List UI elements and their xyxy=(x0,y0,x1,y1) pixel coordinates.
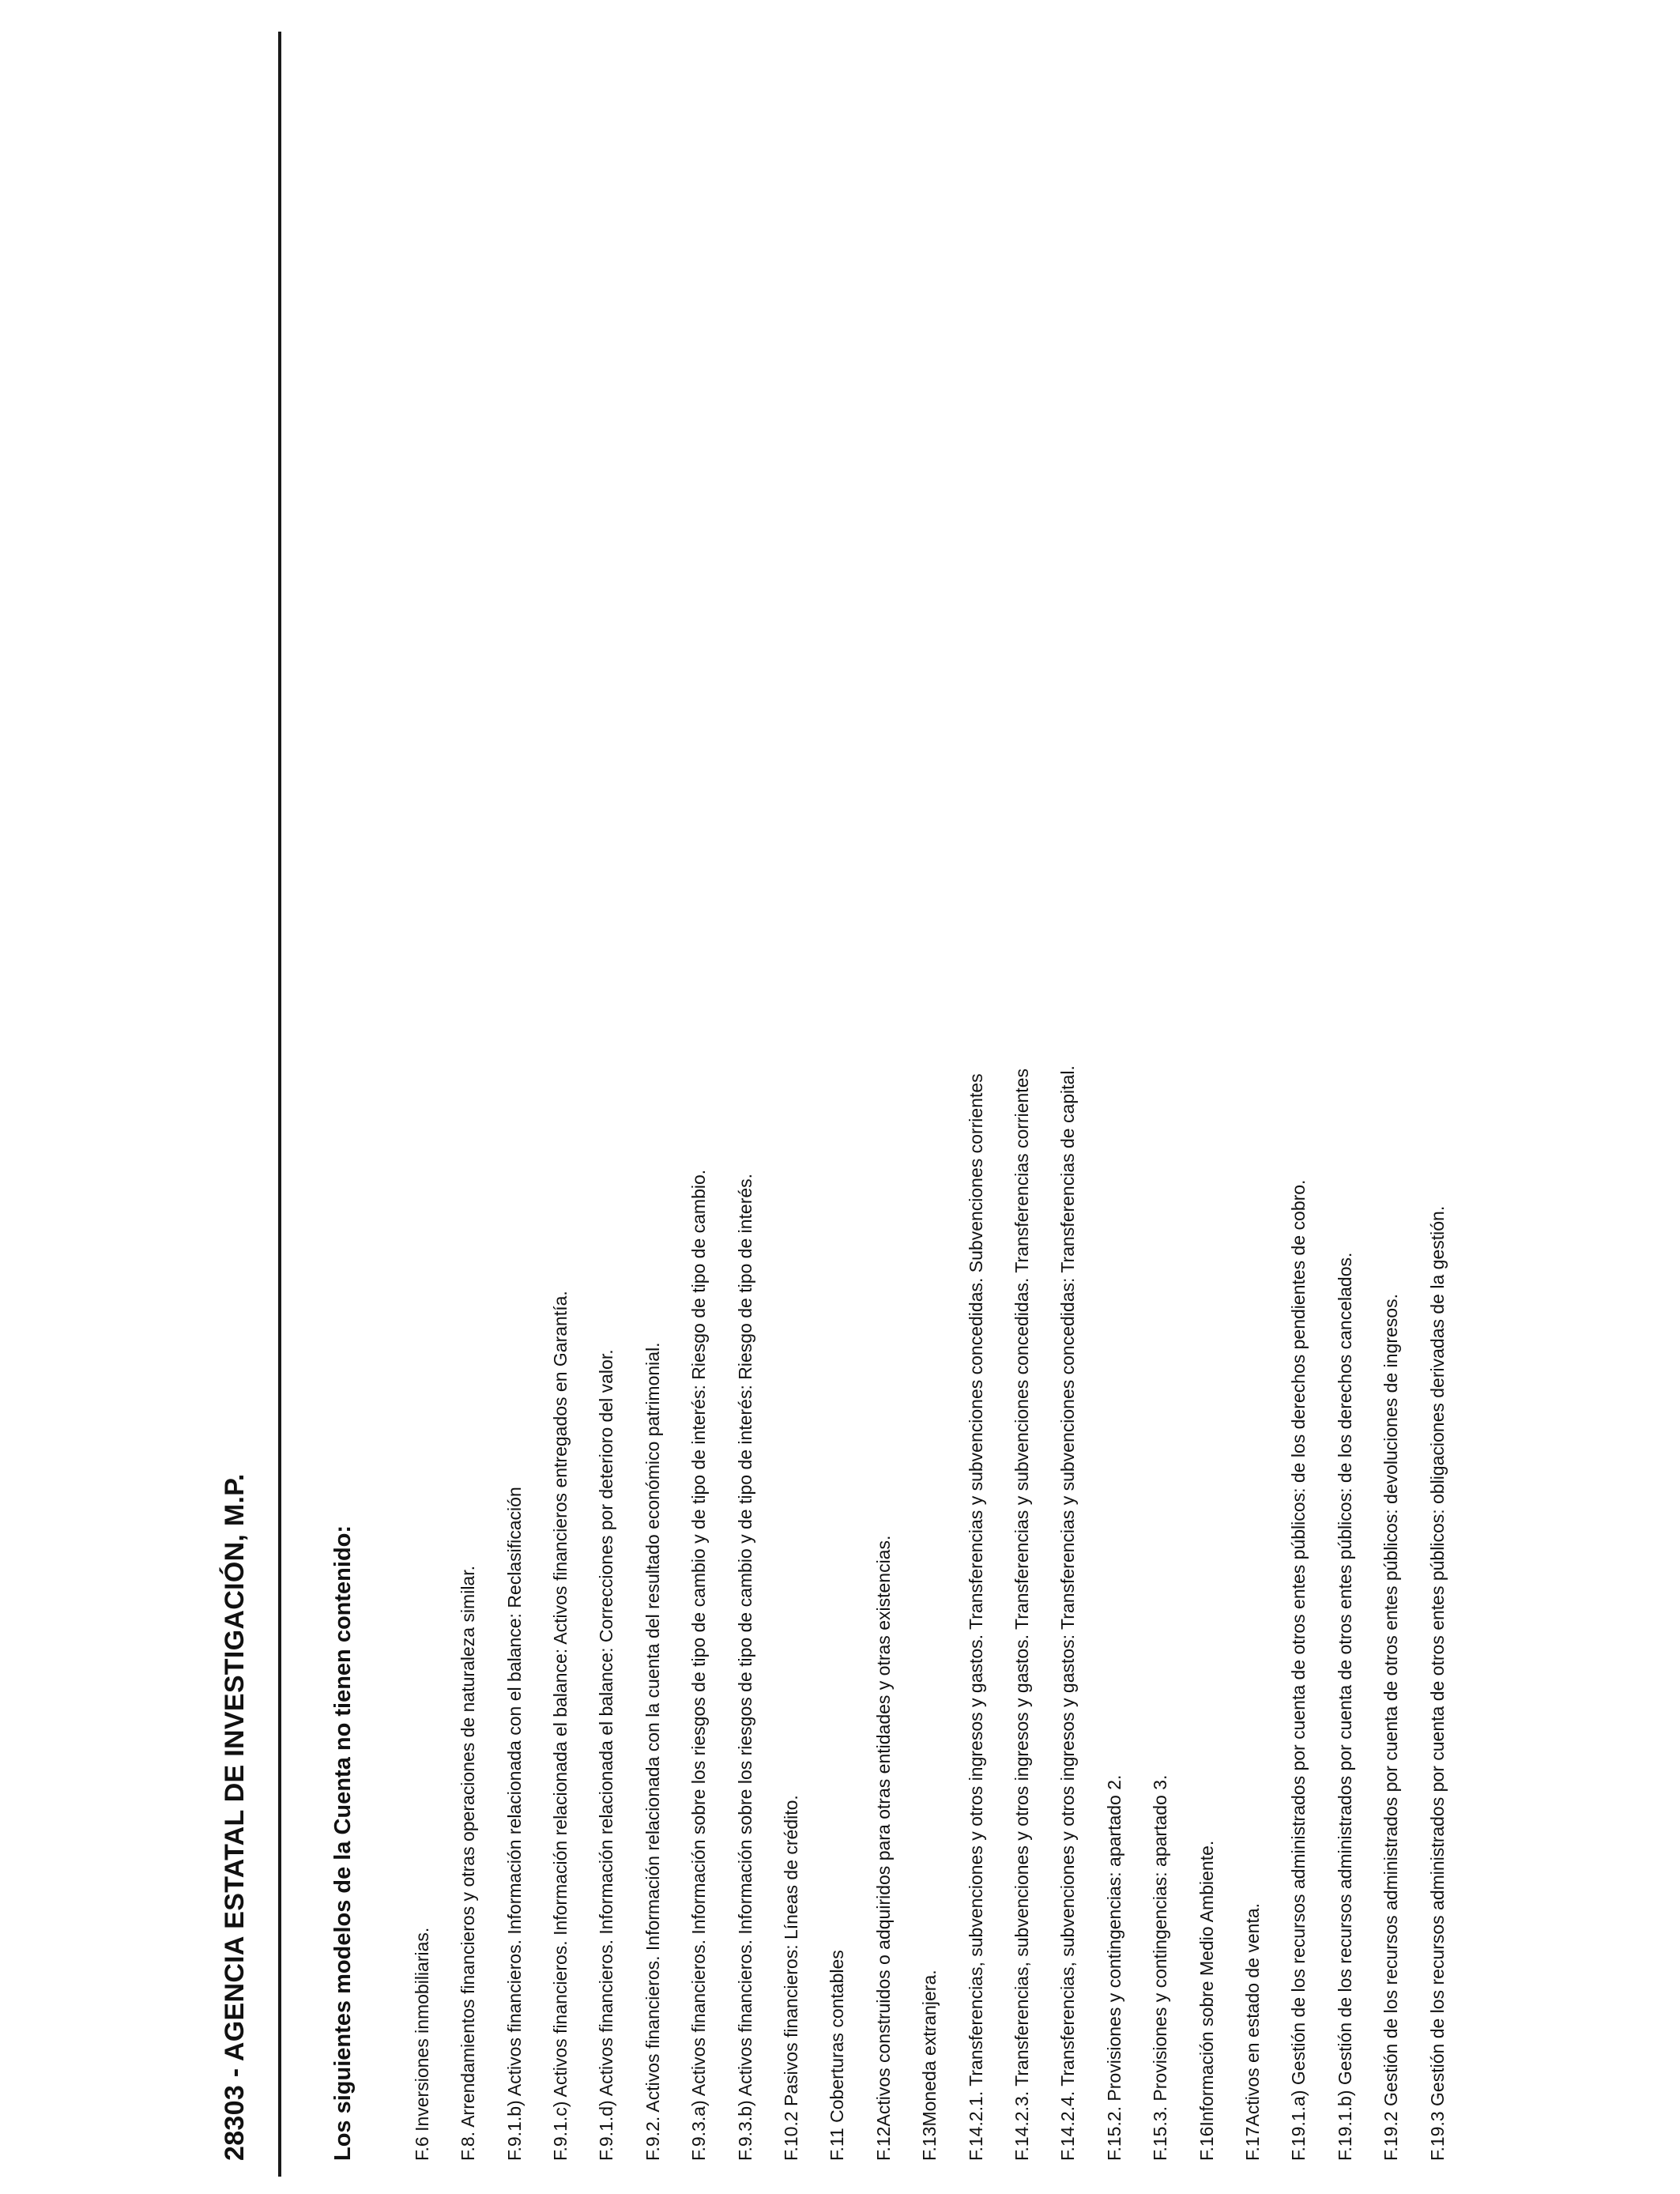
list-item: F.12Activos construidos o adquiridos para otras entidades y otras existencias. xyxy=(873,1535,894,2161)
list-item: F.11 Coberturas contables xyxy=(827,1950,847,2161)
list-item: F.19.1.b) Gestión de los recursos administrados por cuenta de otros entes públicos: de los derechos cancelados. xyxy=(1335,1252,1355,2161)
list-item: F.9.3.a) Activos financieros. Información sobre los riesgos de tipo de cambio y de tipo de interés: Riesgo de tipo de cambio. xyxy=(688,1169,709,2161)
list-item: F.9.1.d) Activos financieros. Información relacionada el balance: Correcciones por deterioro del valor. xyxy=(596,1349,616,2161)
list-item: F.15.2. Provisiones y contingencias: apartado 2. xyxy=(1104,1774,1124,2161)
list-item: F.14.2.3. Transferencias, subvenciones y otros ingresos y gastos. Transferencias y subvenciones concedidas. Transferencias corrientes xyxy=(1011,1069,1032,2161)
list-item: F.19.2 Gestión de los recursos administrados por cuenta de otros entes públicos: devoluciones de ingresos. xyxy=(1381,1294,1401,2161)
list-item: F.9.1.b) Activos financieros. Información relacionada con el balance: Reclasificación xyxy=(504,1487,525,2161)
list-item: F.13Moneda extranjera. xyxy=(919,1970,940,2161)
list-item: F.9.3.b) Activos financieros. Información sobre los riesgos de tipo de cambio y de tipo de interés: Riesgo de tipo de interés. xyxy=(735,1173,755,2161)
list-item: F.9.1.c) Activos financieros. Información relacionada el balance: Activos financieros entregados en Garantía. xyxy=(550,1291,571,2161)
list-item: F.16Información sobre Medio Ambiente. xyxy=(1196,1840,1217,2161)
list-item: F.19.1.a) Gestión de los recursos administrados por cuenta de otros entes públicos: de los derechos pendientes de cobro. xyxy=(1288,1179,1309,2161)
list-item: F.6 Inversiones inmobiliarias. xyxy=(412,1927,432,2161)
list-item: F.17Activos en estado de venta. xyxy=(1242,1902,1263,2161)
list-item: F.10.2 Pasivos financieros: Líneas de crédito. xyxy=(781,1795,801,2161)
list-item: F.15.3. Provisiones y contingencias: apartado 3. xyxy=(1150,1774,1170,2161)
list-item: F.19.3 Gestión de los recursos administrados por cuenta de otros entes públicos: obligaciones derivadas de la gestión. xyxy=(1427,1205,1448,2161)
page-title: 28303 - AGENCIA ESTATAL DE INVESTIGACIÓN, M.P. xyxy=(220,1473,250,2161)
list-item: F.14.2.4. Transferencias, subvenciones y otros ingresos y gastos: Transferencias y subvenciones concedidas: Transferencias de capital. xyxy=(1057,1065,1078,2161)
list-item: F.9.2. Activos financieros. Información relacionada con la cuenta del resultado económico patrimonial. xyxy=(642,1342,663,2161)
intro-heading: Los siguientes modelos de la Cuenta no tienen contenido: xyxy=(330,1525,356,2161)
list-item: F.8. Arrendamientos financieros y otras operaciones de naturaleza similar. xyxy=(458,1565,478,2161)
list-item: F.14.2.1. Transferencias, subvenciones y otros ingresos y gastos. Transferencias y subvenciones concedidas. Subvenciones corrientes xyxy=(966,1073,986,2161)
